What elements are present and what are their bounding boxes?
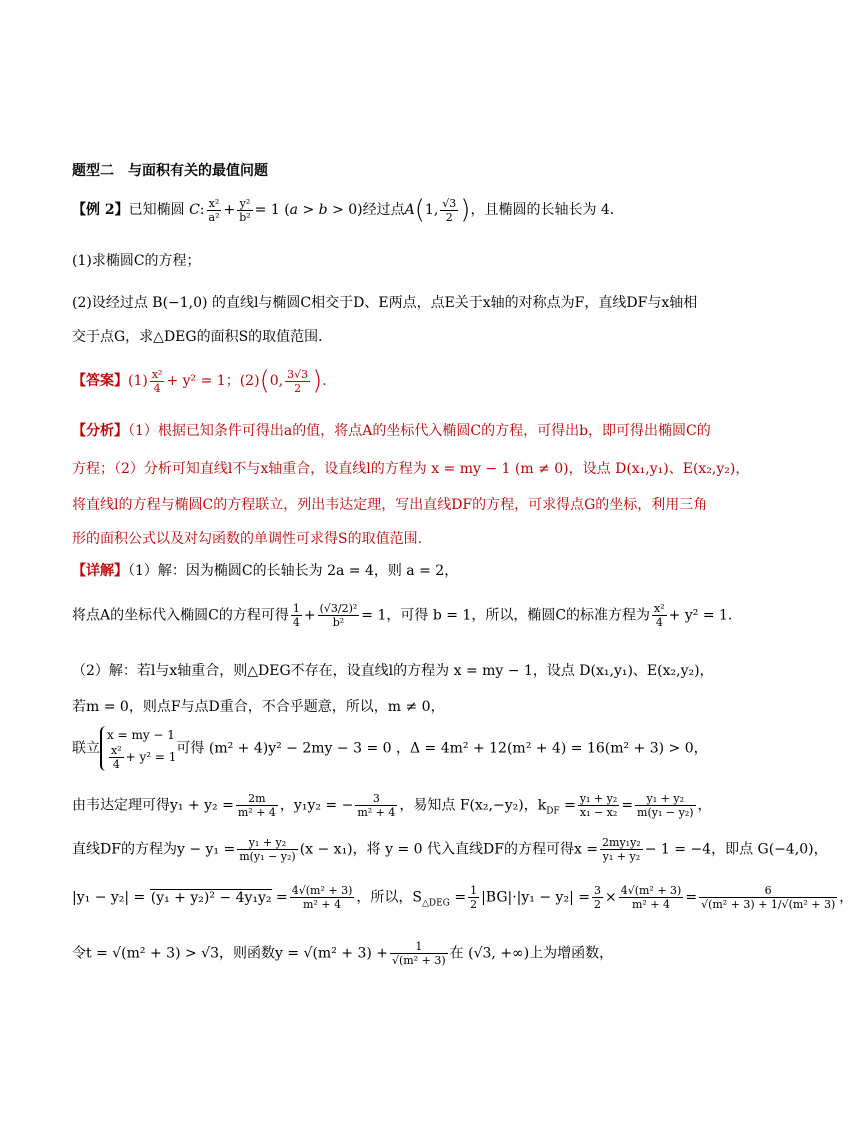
- analysis-line-1: 【分析】（1）根据已知条件可得出a的值，将点A的坐标代入椭圆C的方程，可得出b，即可得出椭圆C的: [72, 423, 711, 439]
- detail-line-7: 直线DF的方程为y − y₁ = $\frac{\text{y₁ + y₂}}{\text{m(y₁ − y₂)}}$ (x − x₁)，将 y = 0 代入直线DF的方程可得x = $\frac{\text{2my₁y₂}}{\text{y₁ + y₂}}$ − 1 = −4，即点 G(−4,0)，: [72, 836, 828, 863]
- detail-line-1: 【详解】（1）解：因为椭圆C的长轴长为 2a = 4，则 a = 2，: [72, 563, 459, 579]
- question-1: (1)求椭圆C的方程；: [72, 253, 201, 269]
- analysis-line-2: 方程；（2）分析可知直线l不与x轴重合，设直线l的方程为 x = my − 1 (m ≠ 0)，设点 D(x₁,y₁)、E(x₂,y₂)，: [72, 461, 750, 477]
- example-suffix: ，且椭圆的长轴长为 4．: [470, 202, 624, 218]
- detail-line-3: （2）解：若l与x轴重合，则△DEG不存在，设直线l的方程为 x = my − 1，设点 D(x₁,y₁)、E(x₂,y₂)，: [72, 663, 714, 679]
- example-tag: 【例 2】: [72, 202, 129, 218]
- example-statement: 【例 2】已知椭圆 C: $\frac{\text{x²}}{\text{a²}}$ + $\frac{\text{y²}}{\text{b²}}$ = 1 (a > b > 0)经过点A(1, $\frac{√3}{2}$ )，且椭圆的长轴长为 4．: [72, 195, 624, 225]
- detail-line-4: 若m = 0，则点F与点D重合，不合乎题意，所以，m ≠ 0，: [72, 699, 445, 715]
- detail-line-8: |y₁ − y₂| = (y₁ + y₂)² − 4y₁y₂ = $\frac{\text{4√(m² + 3)}}{\text{m² + 4}}$ ，所以，$S_{\triangle DEG}$ = $\frac{1}{2}$ |BG|·|y₁ − y₂| = $\frac{3}{2}$ × $\frac{\text{4√(m² + 3)}}{\text{m² + 4}}$ = $\frac{6}{\text{√(m² + 3) + 1/√(m² + 3)}}$ ，: [72, 884, 853, 911]
- analysis-line-4: 形的面积公式以及对勾函数的单调性可求得S的取值范围.: [72, 531, 423, 547]
- example-prefix: 已知椭圆: [128, 202, 185, 218]
- answer-tag: 【答案】: [72, 373, 128, 389]
- detail-line-6: 由韦达定理可得y₁ + y₂ = $\frac{2m}{\text{m² + 4}}$ ，y₁y₂ = − $\frac{3}{\text{m² + 4}}$ ，易知点 F(x₂,−y₂)，$k_{DF}$ = $\frac{\text{y₁ + y₂}}{\text{x₁ − x₂}}$ = $\frac{\text{y₁ + y₂}}{\text{m(y₁ − y₂)}}$ ，: [72, 792, 712, 819]
- analysis-line-3: 将直线l的方程与椭圆C的方程联立，列出韦达定理，写出直线DF的方程，可求得点G的坐标，利用三角: [72, 497, 708, 513]
- detail-line-5: 联立 x = my − 1 $\frac{\text{x²}}{4}$ + y² = 1 可得 (m² + 4)y² − 2my − 3 = 0 ，Δ = 4m² + 12(m² + 4) = 16(m² + 3) > 0，: [72, 728, 708, 771]
- question-2-line-2: 交于点G，求△DEG的面积S的取值范围．: [72, 329, 333, 345]
- section-heading: 题型二 与面积有关的最值问题: [72, 163, 268, 179]
- example-through: 经过点: [362, 202, 405, 218]
- answer-line: 【答案】(1) $\frac{\text{x²}}{4}$ + y² = 1；(2)(0, $\frac{3√3}{2}$ ).: [72, 366, 327, 396]
- detail-line-2: 将点A的坐标代入椭圆C的方程可得 $\frac{1}{4}$ + $\frac{\text{(√3/2)²}}{\text{b²}}$ = 1，可得 b = 1，所以，椭圆C的标准方程为 $\frac{\text{x²}}{4}$ + y² = 1.: [72, 602, 733, 629]
- question-2-line-1: (2)设经过点 B(−1,0) 的直线l与椭圆C相交于D、E两点，点E关于x轴的对称点为F，直线DF与x轴相: [72, 295, 698, 311]
- detail-line-9: 令t = √(m² + 3) > √3，则函数y = √(m² + 3) + $\frac{1}{\text{√(m² + 3)}}$ 在 (√3, +∞)上为增函数，: [72, 940, 614, 967]
